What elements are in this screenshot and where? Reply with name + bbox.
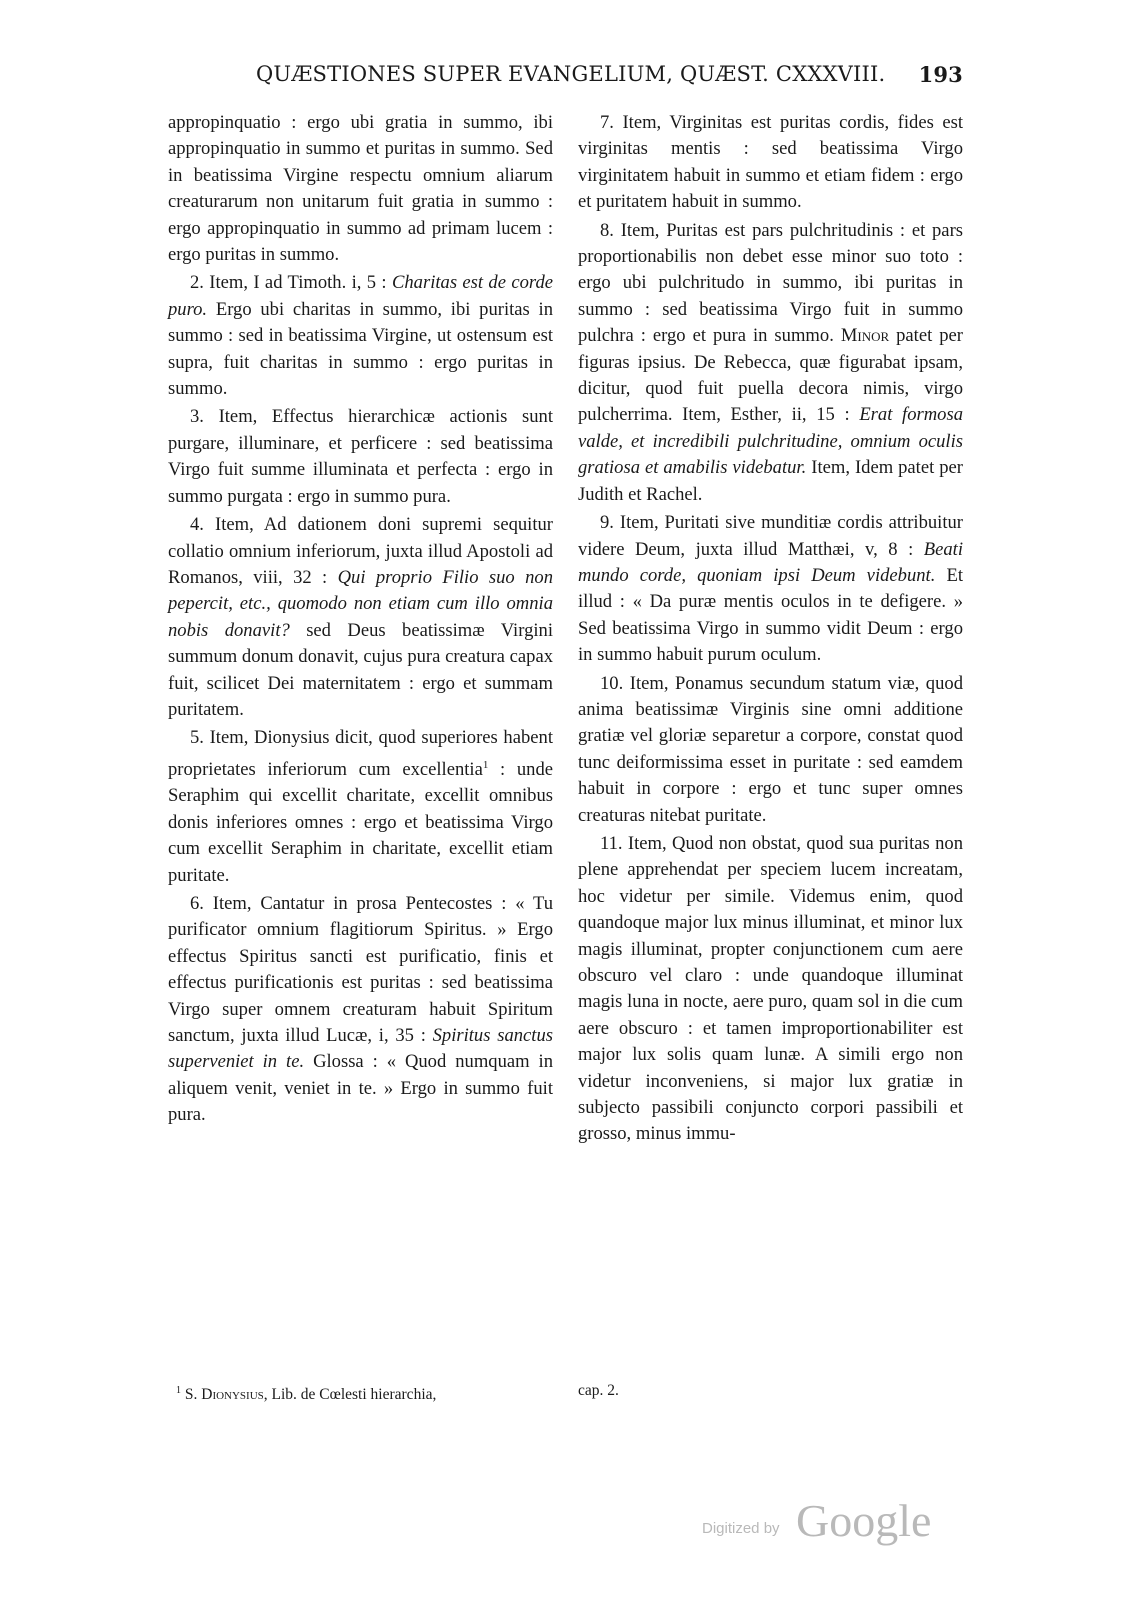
paragraph-1: appropinquatio : ergo ubi gratia in summo, ibi appropinquatio in summo et puritas in summo. Sed in beatissima Virgine respectu omnium aliarum creaturarum non unitarum fuit gratia in summo : ergo appropinquatio in summo ad primam lucem : ergo puritas in summo. <box>168 112 553 266</box>
page-number: 193 <box>918 62 963 87</box>
paragraph-10: 10. Item, Ponamus secundum statum viæ, quod anima beatissimæ Virginis sine omni additione gratiæ vel gloriæ separetur a corpore, constat quod tunc deiformissima esset in puritate : sed eamdem habuit in corpore : ergo et tunc super omnes creaturas nitebat puritate. <box>578 672 963 826</box>
paragraph-11: 11. Item, Quod non obstat, quod sua puritas non plene apprehendat per speciem lucem increatam, hoc videtur per simile. Videmus enim, quod quandoque major lux minus illuminat, et minor lux magis illuminat, propter conjunctionem cum aere obscuro vel claro : unde quandoque illuminat magis luna in nocte, aere puro, quam sol in die cum aere obscuro : et tamen improportionabiliter est major lux solis quam lunæ. A simili ergo non videtur inconveniens, si major lux gratiæ in subjecto passibili conjuncto corpori passibili et grosso, minus immu- <box>578 832 963 1145</box>
google-logo: Google <box>796 1495 932 1546</box>
paragraph-2: 2. Item, I ad Timoth. i, 5 : Charitas est de corde puro. Ergo ubi charitas in summo, ibi puritas in summo : sed in beatissima Virgine, ut ostensum est supra, fuit charitas in summo : ergo puritas in summo. <box>168 272 553 400</box>
paragraph-6: 6. Item, Cantatur in prosa Pentecostes : « Tu purificator omnium flagitiorum Spiritus. » Ergo effectus Spiritus sancti est purificatio, finis et effectus purificationis est puritas : sed beatissima Virgo super omnem creaturam habuit Spiritum sanctum, juxta illud Lucæ, i, 35 : Spiritus sanctus superveniet in te. Glossa : « Quod numquam in aliquem venit, veniet in te. » Ergo in summo fuit pura. <box>168 892 553 1126</box>
paragraph-4: 4. Item, Ad dationem doni supremi sequitur collatio omnium inferiorum, juxta illud Apostoli ad Romanos, viii, 32 : Qui proprio Filio suo non pepercit, etc., quomodo non etiam cum illo omnia nobis donavit? sed Deus beatissimæ Virgini summum donum donavit, cujus pura creatura capax fuit, scilicet Dei maternitatem : ergo et summam puritatem. <box>168 514 553 720</box>
paragraph-7: 7. Item, Virginitas est puritas cordis, fides est virginitas mentis : sed beatissima Virgo virginitatem habuit in summo et etiam fidem : ergo et puritatem habuit in summo. <box>578 112 963 213</box>
paragraph-3: 3. Item, Effectus hierarchicæ actionis sunt purgare, illuminare, et perficere : sed beatissima Virgo fuit summe illuminata et perfecta : ergo in summo purgata : ergo in summo pura. <box>168 406 553 507</box>
paragraph-8: 8. Item, Puritas est pars pulchritudinis : et pars proportionabilis non debet esse minor suo toto : ergo ubi pulchritudo in summo, ibi puritas in summo : sed beatissima Virgo fuit in summo pulchra : ergo et pura in summo. Minor patet per figuras ipsius. De Rebecca, quæ figurabat ipsam, dicitur, quod fuit puella decora nimis, virgo pulcherrima. Item, Esther, ii, 15 : Erat formosa valde, et incredibili pulchritudine, omnium oculis gratiosa et amabilis videbatur. Item, Idem patet per Judith et Rachel. <box>578 219 964 505</box>
footnote-left: $^1$ S. Dionysius, Lib. de Cœlesti hierarchia, <box>176 1385 437 1404</box>
left-column <box>168 110 553 1129</box>
running-title: QUÆSTIONES SUPER EVANGELIUM, QUÆST. CXXXVIII. <box>256 62 886 86</box>
running-header <box>168 62 963 92</box>
paragraph-5: 5. Item, Dionysius dicit, quod superiores habent proprietates inferiorum cum excellentia$^1$ : unde Seraphim qui excellit charitate, excellit omnibus donis inferiores omnes : ergo et beatissima Virgo cum excellit Seraphim in charitate, excellit etiam puritate. <box>168 727 553 886</box>
footnote-right: cap. 2. <box>578 1382 619 1399</box>
right-column <box>578 110 963 1148</box>
paragraph-9: 9. Item, Puritati sive munditiæ cordis attribuitur videre Deum, juxta illud Matthæi, v, 8 : Beati mundo corde, quoniam ipsi Deum videbunt. Et illud : « Da puræ mentis oculos in te defigere. » Sed beatissima Virgo in summo vidit Deum : ergo in summo habuit purum oculum. <box>578 512 963 666</box>
footnote-reference: 1 <box>482 758 489 771</box>
digitized-by-label: Digitized by <box>702 1520 780 1537</box>
